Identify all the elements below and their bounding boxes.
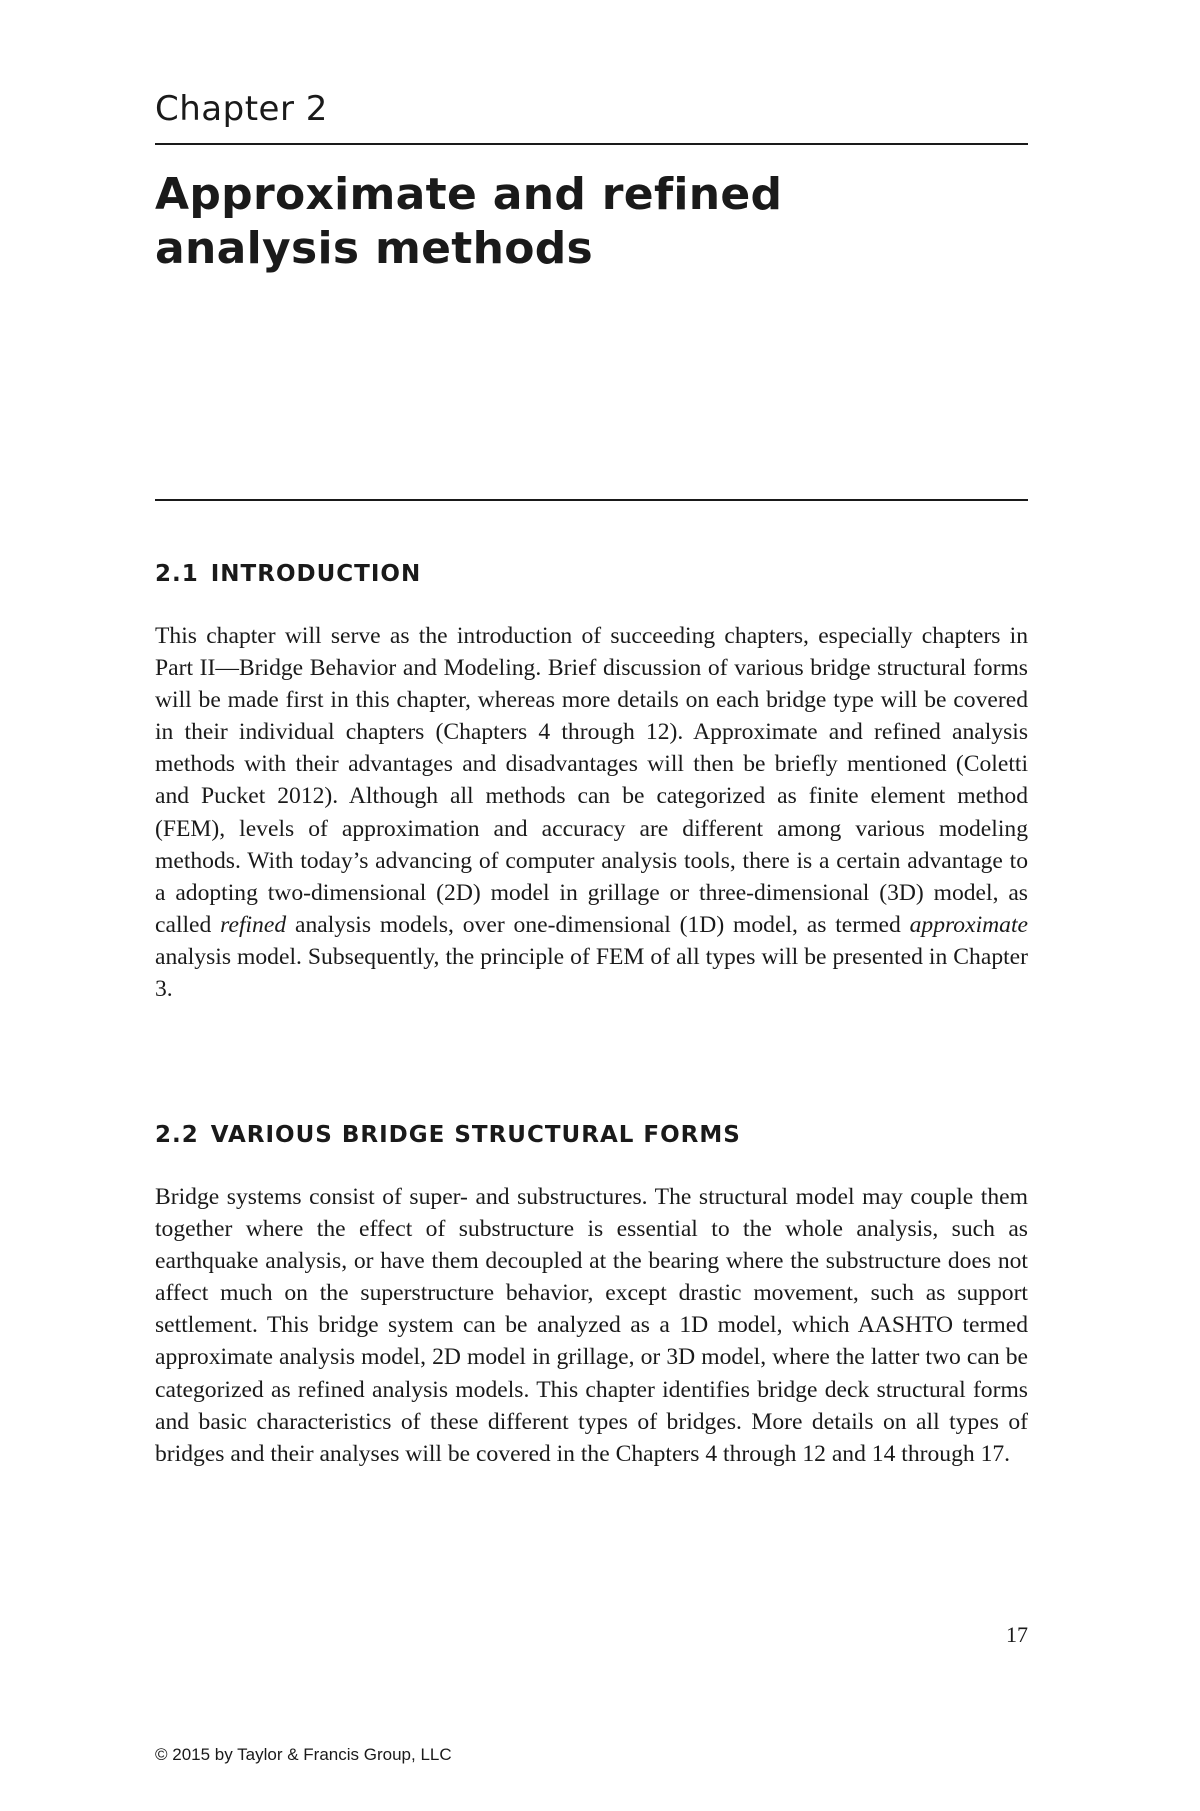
section-number: 2.2 [155, 1122, 199, 1148]
chapter-label: Chapter 2 [155, 89, 328, 129]
section-number: 2.1 [155, 561, 199, 587]
book-page [155, 0, 1028, 1811]
section-title: VARIOUS BRIDGE STRUCTURAL FORMS [210, 1122, 741, 1148]
paragraph-text: analysis models, over one-dimensional (1D) model, as termed [286, 911, 910, 938]
emphasis-approximate: approximate [909, 911, 1028, 938]
emphasis-refined: refined [220, 911, 287, 938]
section-title: INTRODUCTION [210, 561, 422, 587]
chapter-title-line-2: analysis methods [155, 223, 594, 274]
chapter-bottom-rule [155, 499, 1028, 501]
page-number: 17 [1006, 1622, 1028, 1647]
section-heading-introduction [155, 563, 421, 586]
copyright-notice: © 2015 by Taylor & Francis Group, LLC [155, 1745, 452, 1764]
chapter-top-rule [155, 143, 1028, 145]
chapter-title [155, 168, 782, 276]
bridge-forms-paragraph: Bridge systems consist of super- and substructures. The structural model may couple them together where the effect of substructure is essential to the whole analysis, such as earthquake analysis, or have them decoupled at the bearing where the substructure does not affect much on the superstructure behavior, except drastic movement, such as support settlement. This bridge system can be analyzed as a 1D model, which AASHTO termed approximate analysis model, 2D model in grillage, or 3D model, where the latter two can be categorized as refined analysis models. This chapter identifies bridge deck structural forms and basic characteristics of these different types of bridges. More details on all types of bridges and their analyses will be covered in the Chapters 4 through 12 and 14 through 17. [155, 1184, 1028, 1467]
introduction-paragraph [155, 620, 1028, 1005]
section-heading-bridge-forms [155, 1124, 741, 1147]
chapter-title-line-1: Approximate and refined [155, 169, 783, 220]
paragraph-text: This chapter will serve as the introduction of succeeding chapters, especially chapters in Part II—Bridge Behavior and Modeling. Brief discussion of various bridge structural forms will be made first in this chapter, whereas more details on each bridge type will be covered in their individual chapters (Chapters 4 through 12). Approximate and refined analysis methods with their advantages and disadvantages will then be briefly mentioned (Coletti and Pucket 2012). Although all methods can be categorized as finite element method (FEM), levels of approximation and accuracy are different among various modeling methods. With today’s advancing of computer analysis tools, there is a certain advantage to a adopting two-dimensional (2D) model in grillage or three-dimensional (3D) model, as called [155, 623, 1028, 938]
paragraph-text: analysis model. Subsequently, the principle of FEM of all types will be presented in Chapter 3. [155, 943, 1028, 1003]
